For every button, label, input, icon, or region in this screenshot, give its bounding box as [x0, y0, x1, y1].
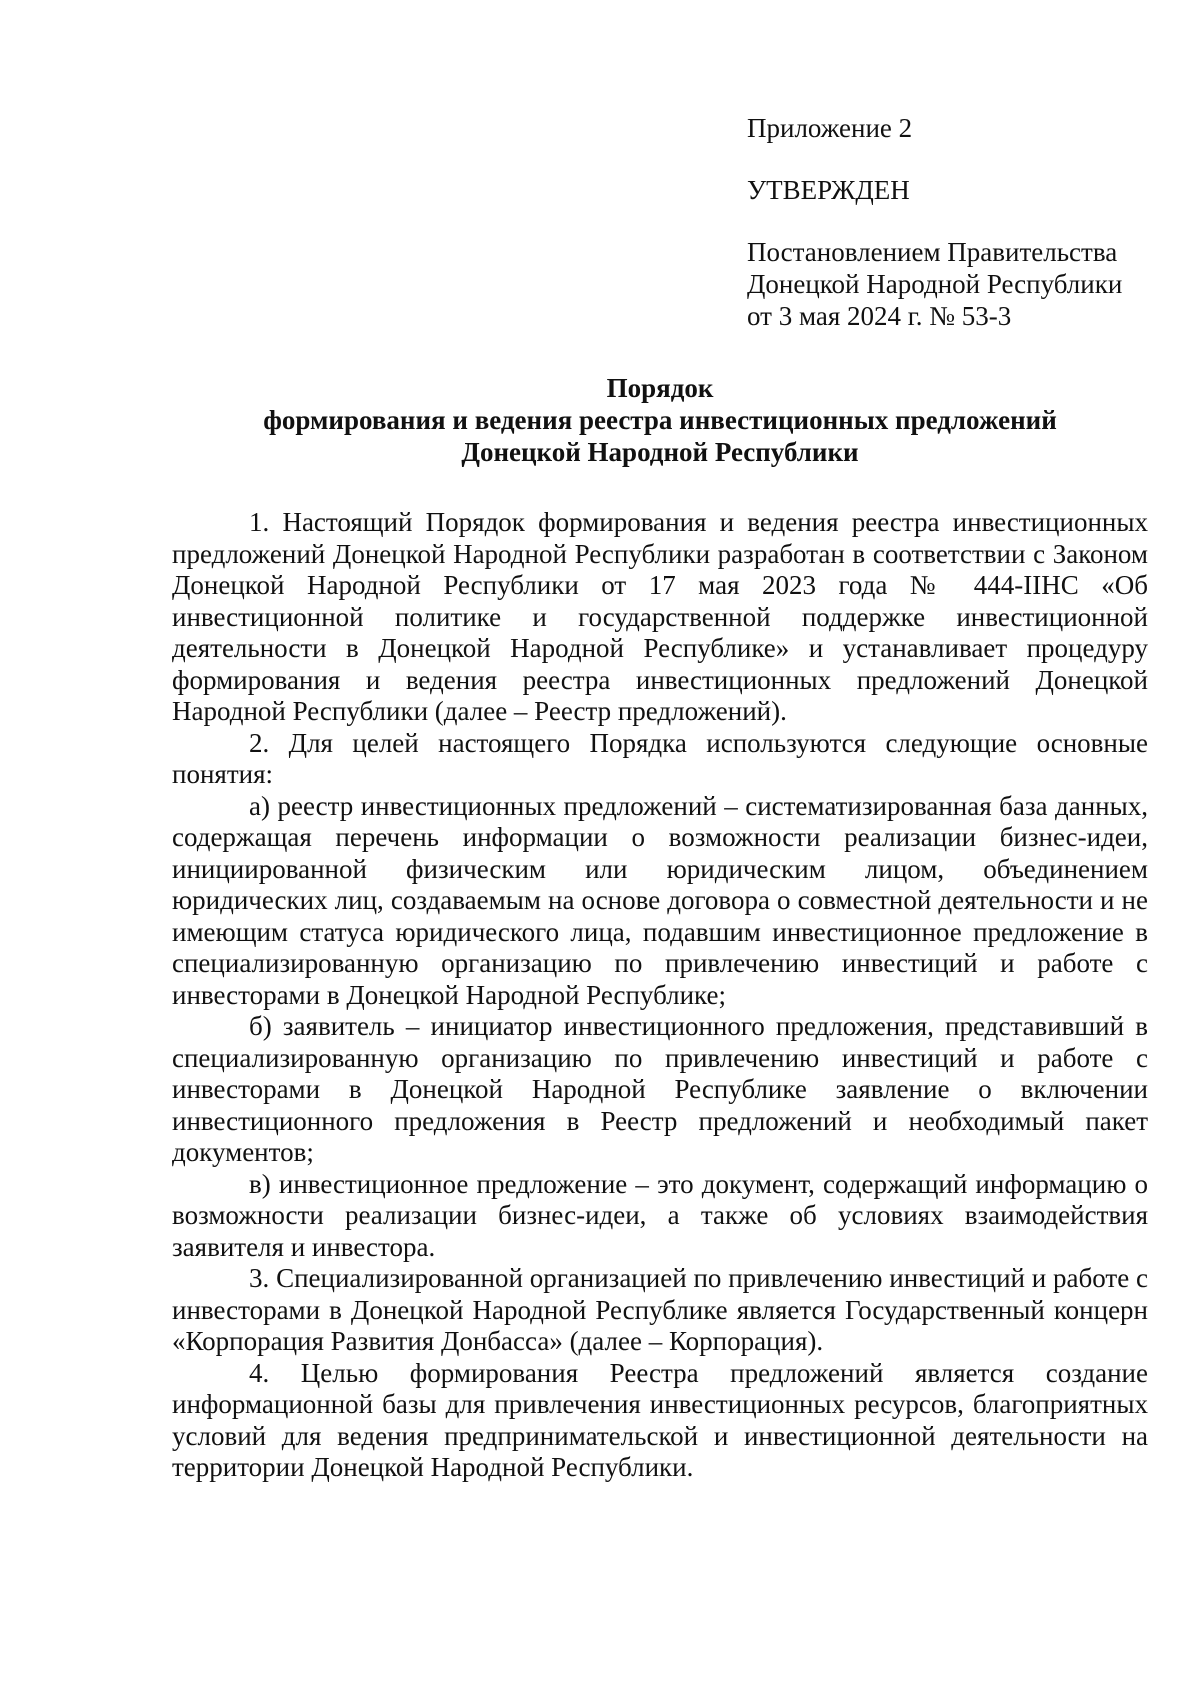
decree-line-2: Донецкой Народной Республики: [747, 269, 1123, 299]
paragraph-1: 1. Настоящий Порядок формирования и ведения реестра инвестиционных предложений Донецкой Народной Республики разработан в соответствии с Законом Донецкой Народной Республики от 17 мая 2023 года № 444-IIНС «Об инвестиционной политике и государственной поддержке инвестиционной деятельности в Донецкой Народной Республике» и устанавливает процедуру формирования и ведения реестра инвестиционных предложений Донецкой Народной Республики (далее – Реестр предложений).: [172, 507, 1148, 726]
paragraph-3: 3. Специализированной организацией по привлечению инвестиций и работе с инвесторами в Донецкой Народной Республике является Государственный концерн «Корпорация Развития Донбасса» (далее – Корпорация).: [172, 1263, 1148, 1356]
paragraph-2b: б) заявитель – инициатор инвестиционного предложения, представивший в специализированную организацию по привлечению инвестиций и работе с инвесторами в Донецкой Народной Республике заявление о включении инвестиционного предложения в Реестр предложений и необходимый пакет документов;: [172, 1011, 1148, 1167]
title-line-3: Донецкой Народной Республики: [461, 437, 859, 467]
paragraph-2a: а) реестр инвестиционных предложений – систематизированная база данных, содержащая перечень информации о возможности реализации бизнес-идеи, инициированной физическим или юридическим лицом, объединением юридических лиц, создаваемым на основе договора о совместной деятельности и не имеющим статуса юридического лица, подавшим инвестиционное предложение в специализированную организацию по привлечению инвестиций и работе с инвесторами в Донецкой Народной Республике;: [172, 790, 1148, 1010]
appendix-label: Приложение 2: [747, 113, 913, 143]
decree-line-3: от 3 мая 2024 г. № 53-3: [747, 301, 1012, 331]
title-line-1: Порядок: [606, 373, 714, 403]
document-title: [150, 372, 1170, 468]
approval-stamp-block: [747, 112, 1167, 332]
document-body: [172, 507, 1148, 1484]
decree-line-1: Постановлением Правительства: [747, 237, 1118, 267]
paragraph-4: 4. Целью формирования Реестра предложений является создание информационной базы для привлечения инвестиционных ресурсов, благоприятных условий для ведения предпринимательской и инвестиционной деятельности на территории Донецкой Народной Республики.: [172, 1357, 1148, 1482]
paragraph-2c: в) инвестиционное предложение – это документ, содержащий информацию о возможности реализации бизнес-идеи, а также об условиях взаимодействия заявителя и инвестора.: [172, 1168, 1148, 1262]
paragraph-2: 2. Для целей настоящего Порядка используются следующие основные понятия:: [172, 727, 1148, 789]
approved-label: УТВЕРЖДЕН: [747, 175, 910, 205]
title-line-2: формирования и ведения реестра инвестиционных предложений: [263, 405, 1057, 435]
